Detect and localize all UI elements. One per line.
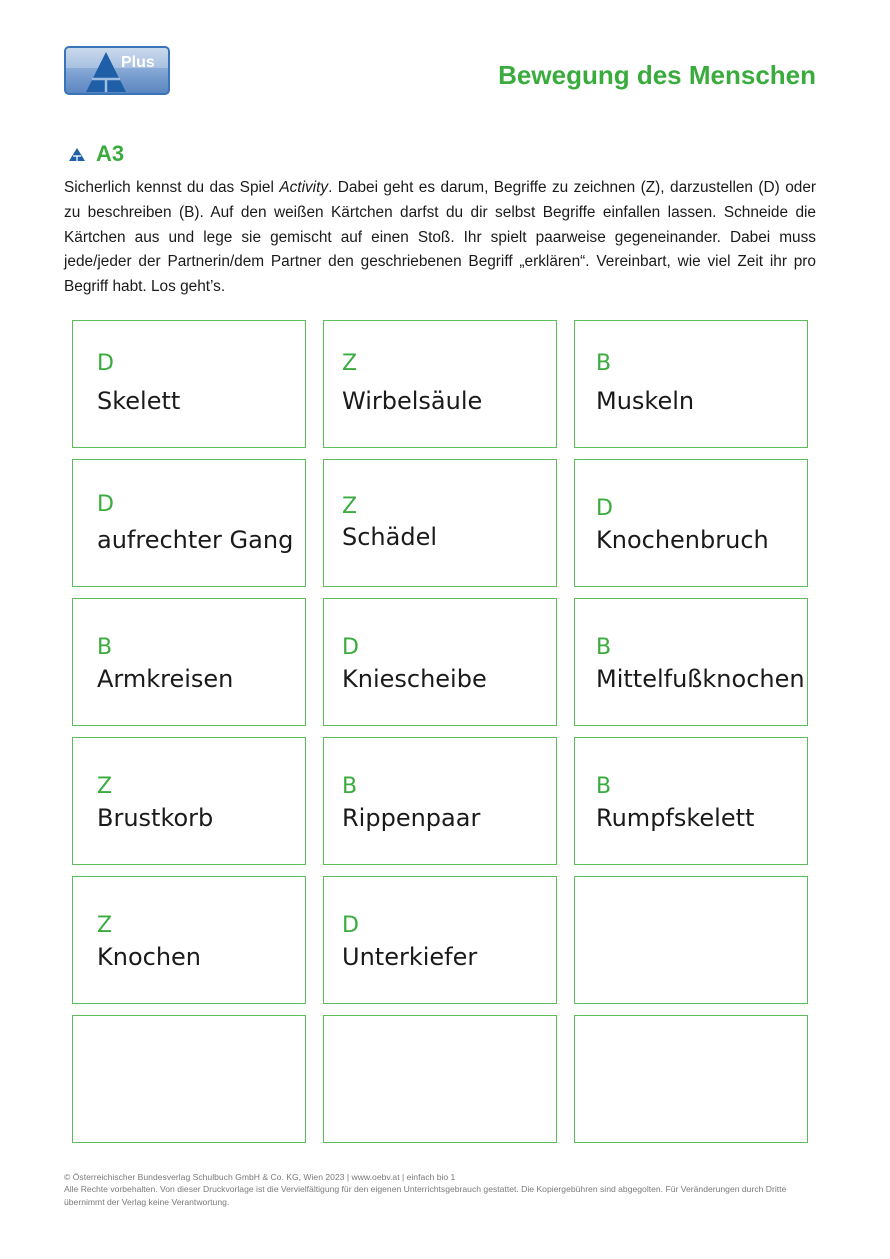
activity-card [72,737,306,865]
blank-card [574,1015,808,1143]
activity-card [323,320,557,448]
activity-card [574,459,808,587]
instructions-text-end: . Dabei geht es darum, Begriffe zu zeichnen (Z), darzustellen (D) oder zu beschreiben (B). Auf den weißen Kärtchen darfst du dir selbst Begriffe einfallen lassen. Schneide die Kärtchen aus und lege sie gemischt auf einen Stoß. Ihr spielt paarweise gegeneinander. Dabei muss jede/jeder der Partnerin/dem Partner den geschriebenen Begriff „erklären“. Vereinbart, wie viel Zeit ihr pro Begriff habt. Los geht’s. [64,179,817,296]
card-term: Kniescheibe [342,665,487,693]
task-label: A3 [96,141,125,166]
card-term: aufrechter Gang [97,526,294,554]
card-category-code: B [596,351,612,376]
card-term: Skelett [97,387,181,415]
instructions-text-start: Sicherlich kennst du das Spiel [64,179,280,196]
card-category-code: D [342,635,359,660]
card-category-code: B [596,774,612,799]
task-instructions [64,176,816,300]
card-category-code: D [342,913,359,938]
card-term: Unterkiefer [342,943,478,971]
card-category-code: Z [342,351,358,376]
activity-card [574,598,808,726]
activity-card [323,459,557,587]
card-term: Knochen [97,943,202,971]
card-category-code: D [97,492,114,517]
footer-rights-notice: Alle Rechte vorbehalten. Von dieser Druckvorlage ist die Vervielfältigung für den eigenen Unterrichtsgebrauch gestattet. Die Kopiergebühren sind abgegolten. Für Veränderungen durch Dritte übernimmt der Verlag keine Verantwortung. [64,1184,787,1207]
activity-cards-grid [72,320,808,1143]
card-category-code: D [596,496,613,521]
small-triangle-icon [68,147,86,162]
card-term: Schädel [342,523,438,551]
card-term: Armkreisen [97,665,234,693]
card-category-code: B [97,635,113,660]
card-category-code: B [342,774,358,799]
card-term: Mittelfußknochen [596,665,805,693]
card-category-code: Z [342,494,358,519]
card-category-code: D [97,351,114,376]
card-category-code: Z [97,913,113,938]
activity-card [574,320,808,448]
activity-card [323,598,557,726]
activity-card [72,459,306,587]
blank-card [574,876,808,1004]
card-term: Muskeln [596,387,695,415]
card-term: Rumpfskelett [596,804,755,832]
activity-card [323,876,557,1004]
plus-logo [64,46,170,95]
activity-card [72,876,306,1004]
activity-card [72,598,306,726]
activity-card [574,737,808,865]
card-term: Rippenpaar [342,804,481,832]
card-term: Brustkorb [97,804,214,832]
blank-card [72,1015,306,1143]
task-heading [68,141,124,167]
card-term: Knochenbruch [596,526,769,554]
card-category-code: B [596,635,612,660]
copyright-footer [64,1171,824,1208]
card-term: Wirbelsäule [342,387,483,415]
activity-card [72,320,306,448]
card-category-code: Z [97,774,113,799]
page-title: Bewegung des Menschen [498,60,816,90]
logo-text: Plus [121,54,155,71]
footer-copyright-line: © Österreichischer Bundesverlag Schulbuch GmbH & Co. KG, Wien 2023 | www.oebv.at | einfach bio 1 [64,1172,456,1182]
blank-card [323,1015,557,1143]
activity-card [323,737,557,865]
instructions-game-name: Activity [279,179,329,196]
